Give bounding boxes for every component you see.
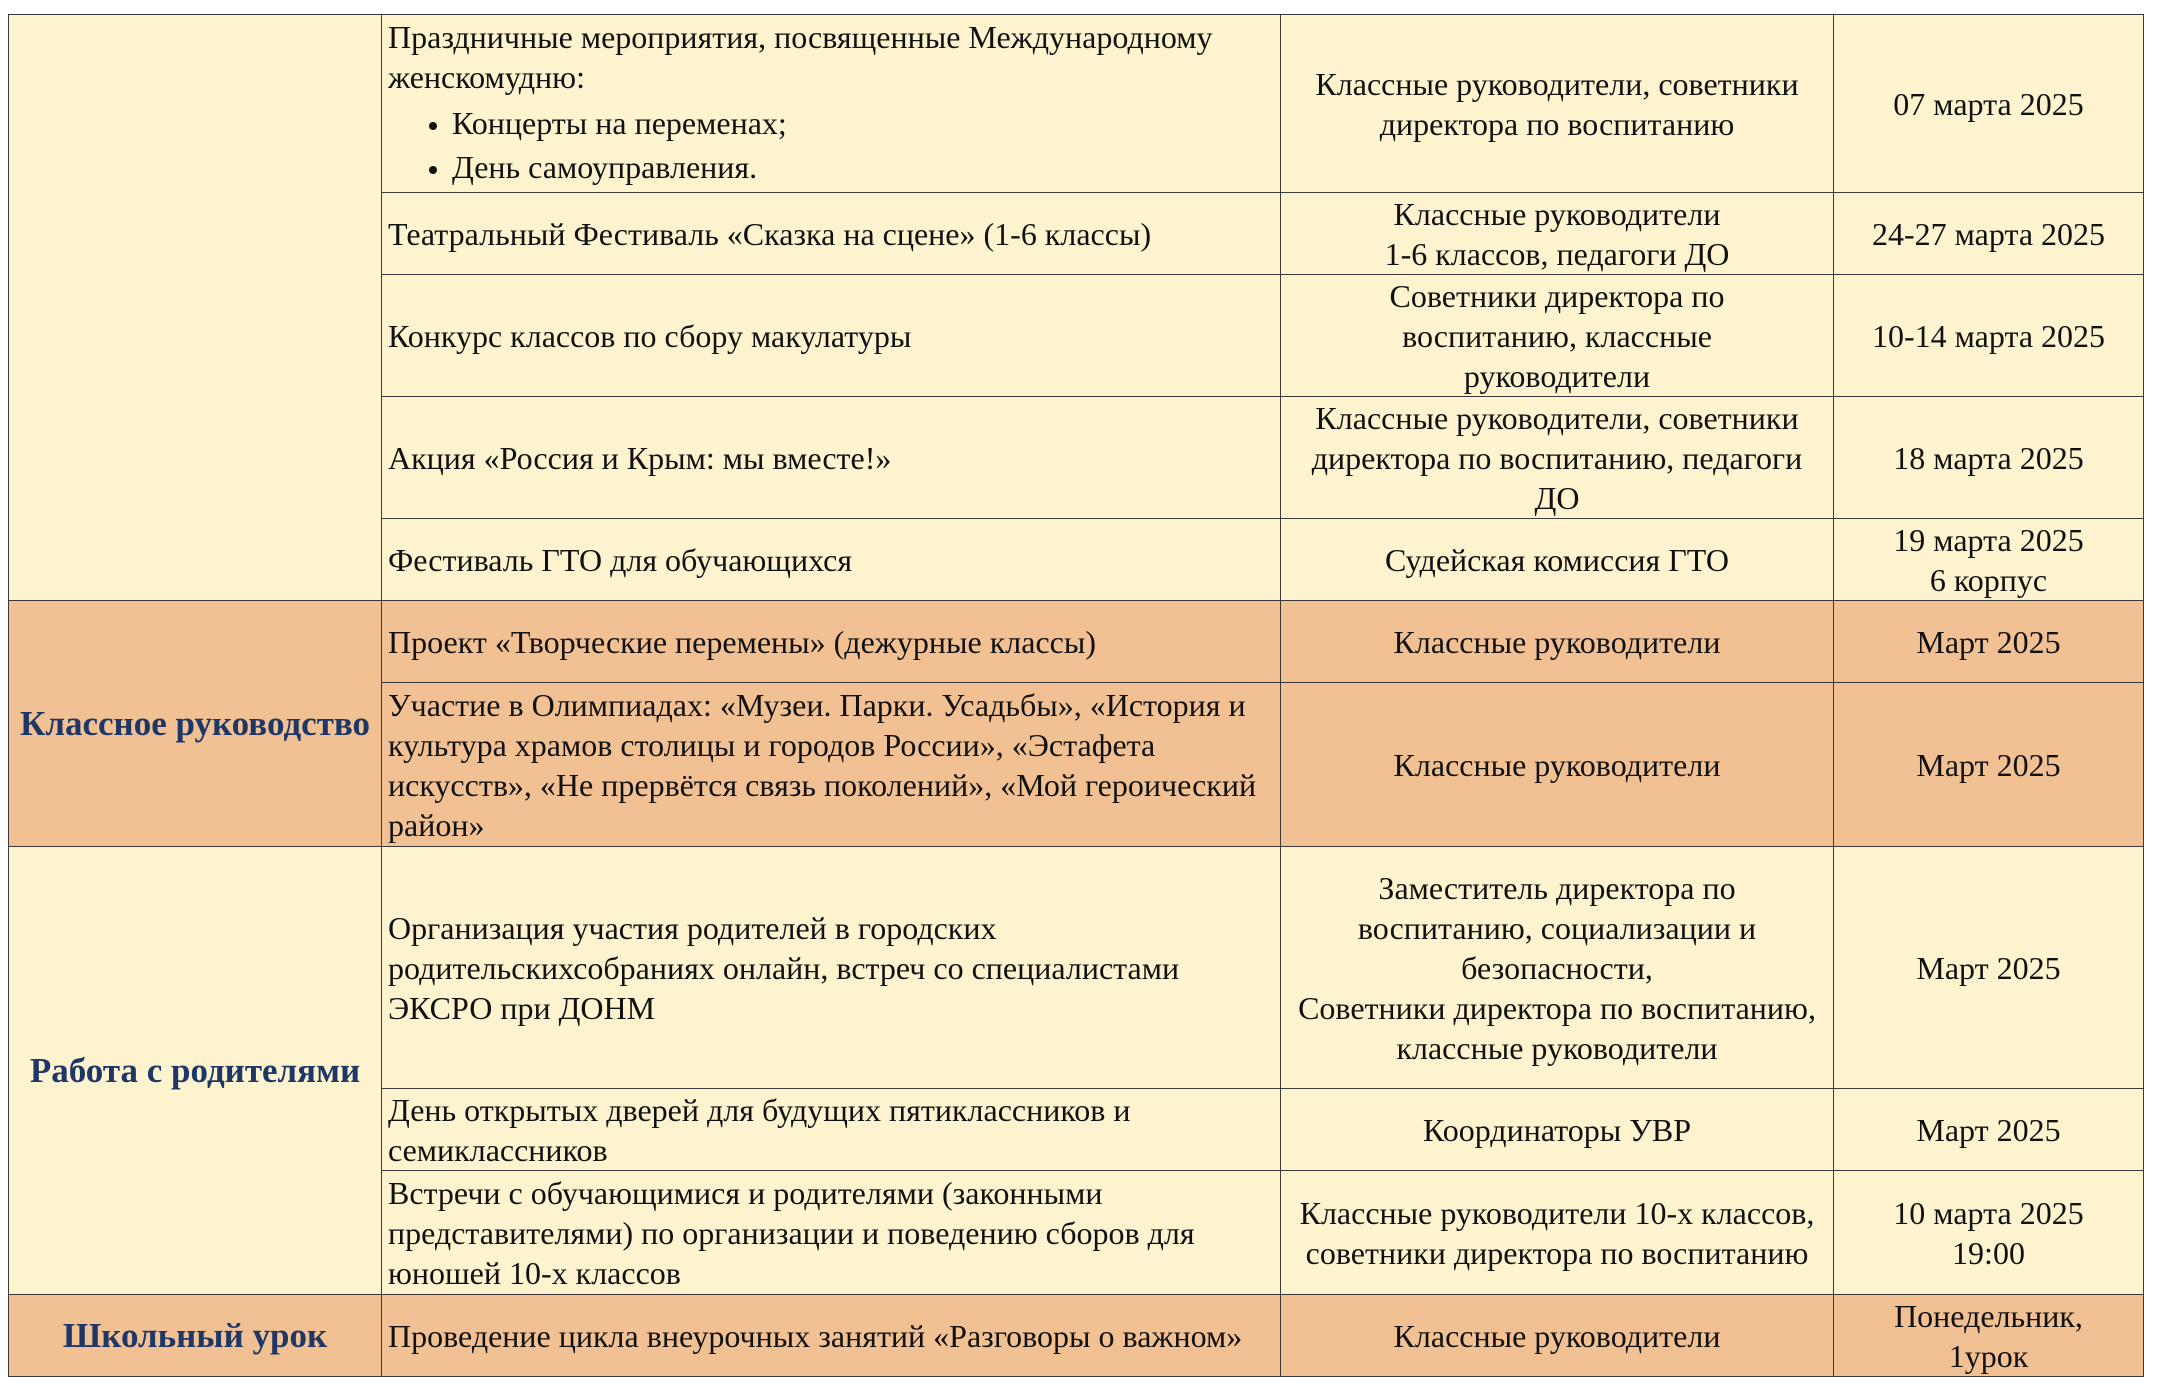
bullet-item: • Концерты на переменах; [452,103,1274,143]
table-row [9,601,2144,683]
date-cell: Март 2025 [1834,847,2144,1089]
table-row [9,847,2144,1089]
event-cell: Конкурс классов по сбору макулатуры [382,275,1281,397]
section-title-cell [9,1295,382,1377]
section-title-cell [9,601,382,847]
section-title: Школьный урок [62,1315,328,1355]
event-cell: Театральный Фестиваль «Сказка на сцене» (1-6 классы) [382,193,1281,275]
event-cell: Проект «Творческие перемены» (дежурные классы) [382,601,1281,683]
date-cell: 07 марта 2025 [1834,15,2144,193]
date-cell: Понедельник, 1урок [1834,1295,2144,1377]
event-text: Праздничные мероприятия, посвященные Международному женскомудню: [388,18,1213,95]
event-cell: Фестиваль ГТО для обучающихся [382,519,1281,601]
date-cell: 10-14 марта 2025 [1834,275,2144,397]
date-cell: 18 марта 2025 [1834,397,2144,519]
event-cell: Участие в Олимпиадах: «Музеи. Парки. Усадьбы», «История и культура храмов столицы и городов России», «Эстафета искусств», «Не прервётся связь поколений», «Мой героический район» [382,683,1281,847]
responsible-cell: Классные руководители [1281,1295,1834,1377]
date-cell: Март 2025 [1834,683,2144,847]
responsible-cell: Советники директора по воспитанию, классные руководители [1281,275,1834,397]
table-row [9,15,2144,193]
table-row [9,1295,2144,1377]
section-title-cell [9,15,382,601]
date-cell: 19 марта 2025 6 корпус [1834,519,2144,601]
responsible-cell: Координаторы УВР [1281,1089,1834,1171]
events-table [8,14,2144,1377]
bullet-list [388,103,1274,187]
event-cell: Организация участия родителей в городских родительскихсобраниях онлайн, встреч со специалистами ЭКСРО при ДОНМ [382,847,1281,1089]
responsible-cell: Классные руководители 10-х классов, советники директора по воспитанию [1281,1171,1834,1295]
responsible-cell: Классные руководители [1281,601,1834,683]
section-title: Классное руководство [19,703,371,743]
event-cell: Встречи с обучающимися и родителями (законными представителями) по организации и поведению сборов для юношей 10-х классов [382,1171,1281,1295]
responsible-cell: Классные руководители, советники директора по воспитанию, педагоги ДО [1281,397,1834,519]
bullet-item: • День самоуправления. [452,147,1274,187]
section-title-cell [9,847,382,1295]
date-cell: Март 2025 [1834,601,2144,683]
responsible-cell: Классные руководители, советники директора по воспитанию [1281,15,1834,193]
responsible-cell: Классные руководители 1-6 классов, педагоги ДО [1281,193,1834,275]
responsible-cell: Классные руководители [1281,683,1834,847]
responsible-cell: Судейская комиссия ГТО [1281,519,1834,601]
date-cell: Март 2025 [1834,1089,2144,1171]
event-cell [382,15,1281,193]
event-cell: Проведение цикла внеурочных занятий «Разговоры о важном» [382,1295,1281,1377]
section-title: Работа с родителями [29,1050,361,1090]
date-cell: 10 марта 2025 19:00 [1834,1171,2144,1295]
date-cell: 24-27 марта 2025 [1834,193,2144,275]
responsible-cell: Заместитель директора по воспитанию, социализации и безопасности, Советники директора по воспитанию, классные руководители [1281,847,1834,1089]
event-cell: День открытых дверей для будущих пятиклассников и семиклассников [382,1089,1281,1171]
event-cell: Акция «Россия и Крым: мы вместе!» [382,397,1281,519]
